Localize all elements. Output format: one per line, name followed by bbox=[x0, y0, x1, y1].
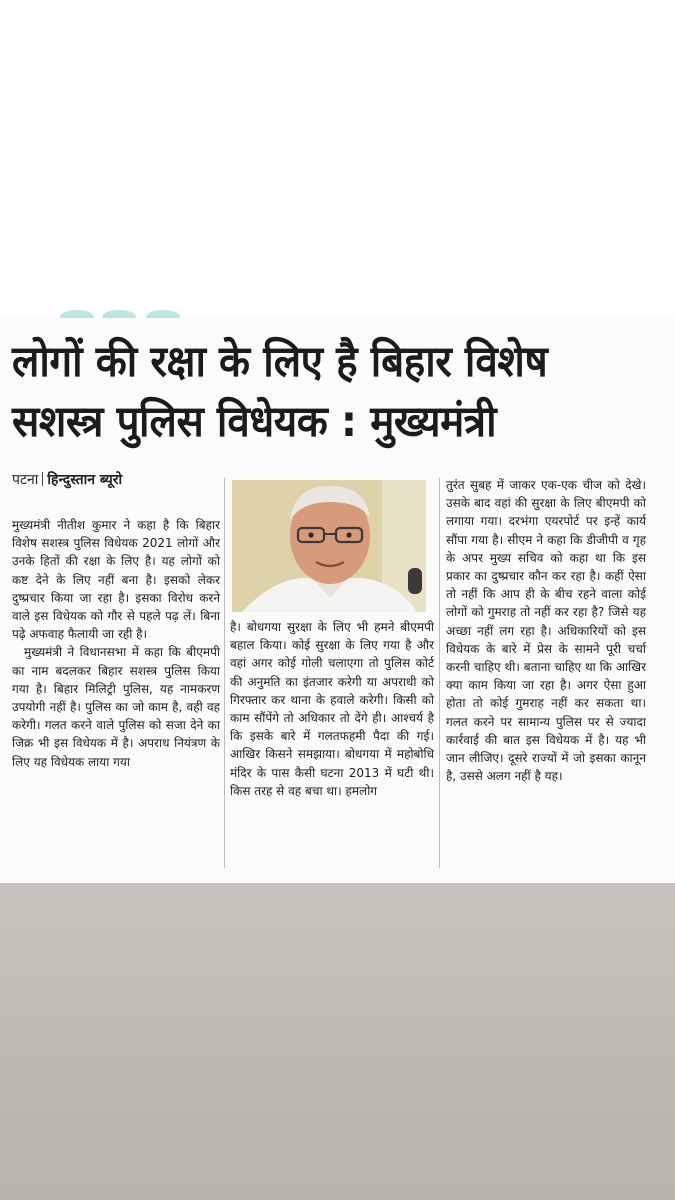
byline bbox=[12, 470, 122, 489]
portrait-illustration bbox=[232, 480, 426, 612]
byline-divider bbox=[42, 472, 43, 486]
paragraph: मुख्यमंत्री नीतीश कुमार ने कहा है कि बिहार विशेष सशस्त्र पुलिस विधेयक 2021 लोगों और उनके हितों की रक्षा के लिए है। यह लोगों को कष्ट देने के लिए नहीं बना है। इसको लेकर दुष्प्रचार किया जा रहा है। इसका विरोध करने वाले इस विधेयक को गौर से पहले पढ़ लें। बिना पढ़े अफवाह फैलायी जा रही है। bbox=[12, 518, 220, 642]
newspaper-clipping bbox=[0, 318, 675, 883]
article-column-3 bbox=[446, 476, 646, 785]
blank-bottom-area bbox=[0, 883, 675, 1200]
bureau-name: हिन्दुस्तान ब्यूरो bbox=[47, 472, 123, 488]
headline-line-2: सशस्त्र पुलिस विधेयक : मुख्यमंत्री bbox=[12, 397, 497, 447]
dateline: पटना bbox=[12, 472, 39, 488]
headline bbox=[12, 332, 623, 452]
chief-minister-photo bbox=[232, 480, 426, 612]
paragraph: मुख्यमंत्री ने विधानसभा में कहा कि बीएमपी का नाम बदलकर बिहार सशस्त्र पुलिस किया गया है। बिहार मिलिट्री पुलिस, यह नामकरण उपयोगी नहीं है। पुलिस का जो काम है, वही वह करेगी। गलत करने वाले पुलिस को सजा देने का जिक्र भी इस विधेयक में है। अपराध नियंत्रण के लिए यह विधेयक लाया गया bbox=[12, 645, 220, 769]
headline-line-1: लोगों की रक्षा के लिए है बिहार विशेष bbox=[12, 337, 548, 387]
column-rule-1 bbox=[224, 478, 225, 868]
column-rule-2 bbox=[439, 478, 440, 868]
article-column-1 bbox=[12, 516, 220, 771]
paragraph: तुरंत सुबह में जाकर एक-एक चीज को देखे। उसके बाद वहां की सुरक्षा के लिए बीएमपी को लगाया गया। दरभंगा एयरपोर्ट पर इन्हें कार्य सौंपा गया है। सीएम ने कहा कि डीजीपी व गृह के अपर मुख्य सचिव को कहा था कि इस प्रकार का दुष्प्रचार कौन कर रहा है। कहीं ऐसा तो नहीं कि आप ही के बीच रहने वाला कोई लोगों को गुमराह तो नहीं कर रहा है? जिसे यह अच्छा नहीं लग रहा है। अधिकारियों को इस विधेयक के बारे में प्रेस के सामने पूरी चर्चा करनी चाहिए थी। बताना चाहिए था कि आखिर क्या काम किया जा रहा है। अगर ऐसा हुआ होता तो कोई गुमराह नहीं कर सकता था। गलत करने पर सामान्य पुलिस पर से ज्यादा कार्रवाई की बात इस विधेयक में है। यह भी जान लीजिए। दूसरे राज्यों में जो इसका कानून है, उससे अलग नहीं है यह। bbox=[446, 478, 646, 784]
paragraph: है। बोधगया सुरक्षा के लिए भी हमने बीएमपी बहाल किया। कोई सुरक्षा के लिए गया है और वहां अगर कोई गोली चलाएगा तो पुलिस कोर्ट की अनुमति का इंतजार करेगी या अपराधी को गिरफ्तार कर थाना के हवाले करेगी। किसी को काम सौंपेंगे तो अधिकार तो देंगे ही। आश्चर्य है कि इसके बारे में गलतफहमी पैदा की गई। आखिर किसने समझाया। बोधगया में महोबोधि मंदिर के पास कैसी घटना 2013 में घटी थी। किस तरह से वह बचा था। हमलोग bbox=[230, 620, 434, 798]
blank-top-area bbox=[0, 0, 675, 318]
cropped-emoji-strip bbox=[60, 300, 200, 318]
article-column-2 bbox=[230, 618, 434, 800]
